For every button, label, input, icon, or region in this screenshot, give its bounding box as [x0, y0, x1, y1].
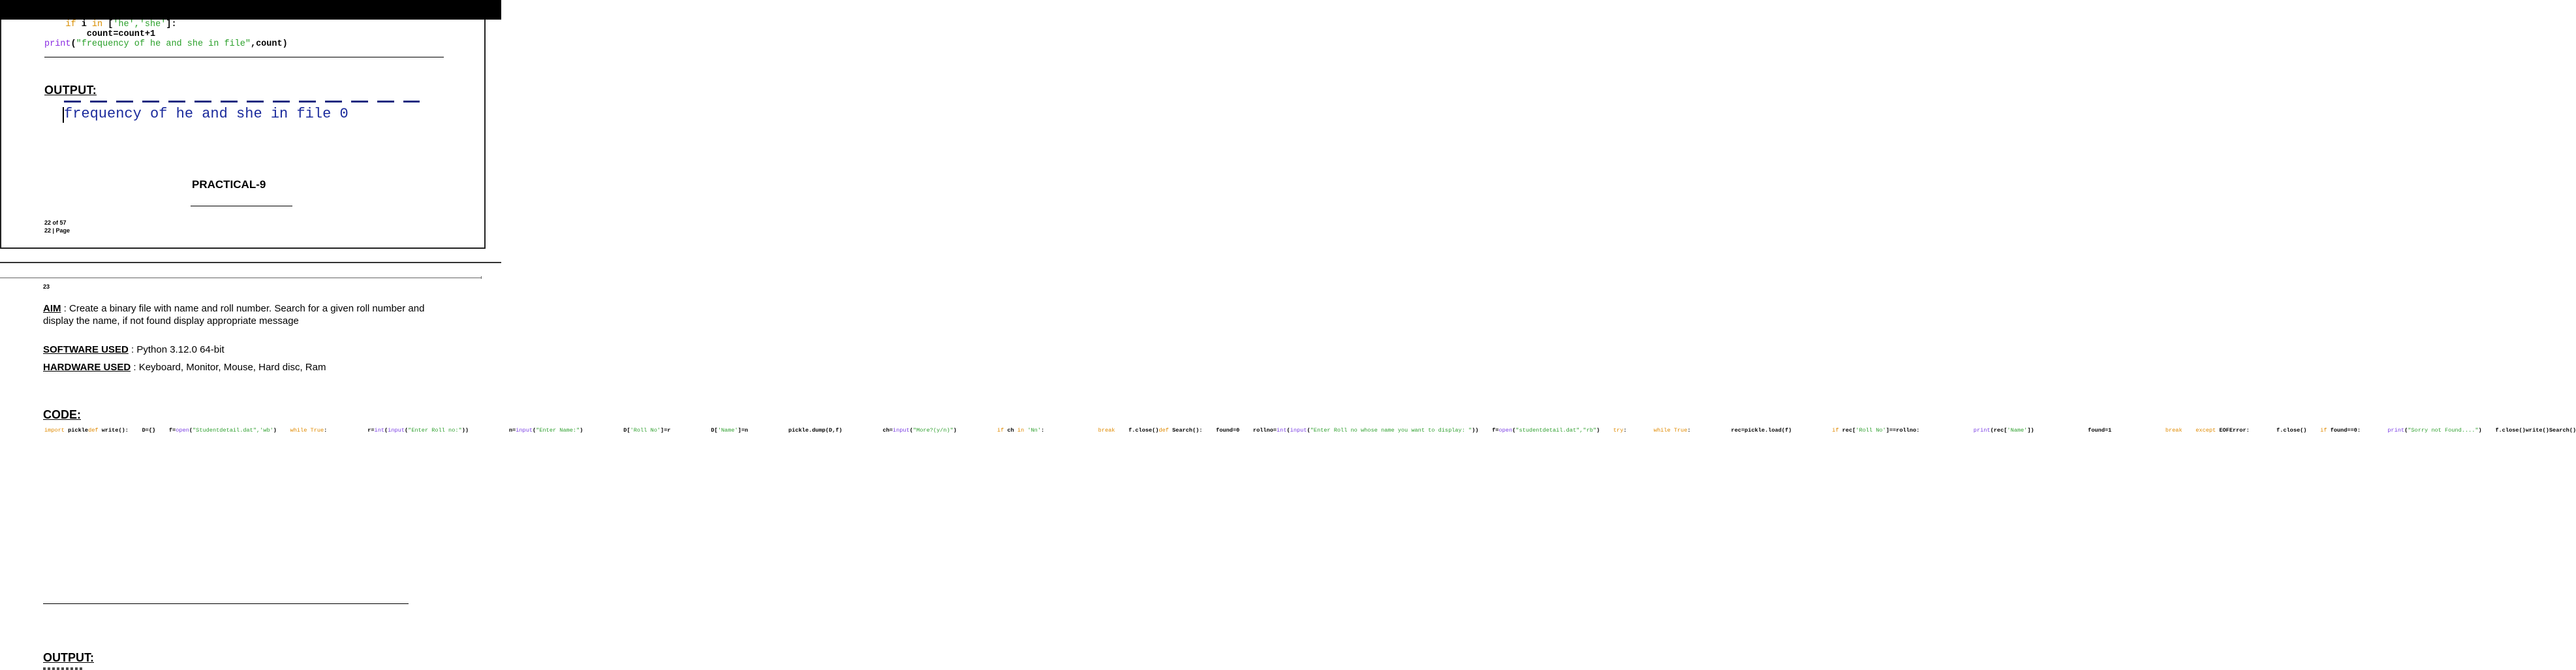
hardware-paragraph [43, 361, 441, 374]
clipped-output-line [64, 101, 420, 103]
code-line: if ch in 'Nn': [997, 427, 1045, 434]
code-line: import pickle [44, 427, 89, 434]
code-line: f.close() [2249, 427, 2307, 434]
output-heading-2: OUTPUT: [43, 651, 94, 664]
viewer-top-bar [0, 0, 501, 20]
code-line: rec=pickle.load(f) [1690, 427, 1792, 434]
code-line: found=1 [2034, 427, 2112, 434]
code-line: r=int(input("Enter Roll no:")) [327, 427, 469, 434]
output-heading: OUTPUT: [44, 84, 97, 97]
code-line: f.close() [2481, 427, 2526, 434]
code-block [44, 428, 2576, 434]
code-line: pickle.dump(D,f) [748, 427, 843, 434]
code-divider [43, 603, 409, 604]
page-of-count: 22 of 57 [44, 219, 67, 226]
code-snippet-tail [44, 20, 288, 49]
hardware-text: : Keyboard, Monitor, Mouse, Hard disc, Ram [131, 362, 326, 373]
clipped-next-line [43, 667, 82, 670]
code-line: if found==0: [2320, 427, 2361, 434]
code-line: break [2165, 427, 2182, 434]
page-label: 22 | Page [44, 227, 70, 234]
code-line: break [1098, 427, 1115, 434]
code-tail-line: count=count+1 [44, 29, 156, 39]
code-line: D={} [128, 427, 156, 434]
code-line: write() [2525, 427, 2549, 434]
code-line: Search() [2549, 427, 2576, 434]
page-gap [0, 249, 501, 262]
code-line: D['Roll No']=r [583, 427, 671, 434]
document-page-22 [0, 20, 486, 249]
hardware-label: HARDWARE USED [43, 362, 131, 373]
code-line: rollno=int(input("Enter Roll no whose name you want to display: ")) [1239, 427, 1479, 434]
code-line: def Search(): [1158, 427, 1203, 434]
code-line: try: [1613, 427, 1627, 434]
code-line: found=0 [1202, 427, 1240, 434]
code-line: f.close() [1115, 427, 1159, 434]
code-line: while True: [1653, 427, 1691, 434]
code-line: print(rec['Name']) [1973, 427, 2034, 434]
document-page-23 [0, 262, 2576, 670]
header-rule-tick [481, 276, 482, 279]
software-paragraph [43, 343, 441, 356]
code-line: n=input("Enter Name:") [469, 427, 583, 434]
aim-text: : Create a binary file with name and roll number. Search for a given roll number and display the name, if not found display appropriate message [43, 303, 425, 327]
code-line: D['Name']=n [670, 427, 749, 434]
code-heading: CODE: [43, 408, 81, 421]
output-text: frequency of he and she in file 0 [64, 106, 349, 122]
software-label: SOFTWARE USED [43, 344, 129, 355]
code-line: f=open("studentdetail.dat","rb") [1478, 427, 1600, 434]
code-tail-line: print("frequency of he and she in file",count) [44, 39, 288, 49]
aim-paragraph [43, 302, 441, 327]
page-number: 23 [43, 283, 50, 290]
code-tail-line: if i in ['he','she']: [65, 20, 177, 29]
practical-title: PRACTICAL-9 [192, 178, 266, 191]
code-line: print("Sorry not Found....") [2387, 427, 2482, 434]
code-line: while True: [290, 427, 328, 434]
code-line: def write(): [88, 427, 129, 434]
code-line: except EOFError: [2196, 427, 2250, 434]
code-line: ch=input("More?(y/n)") [842, 427, 957, 434]
aim-label: AIM [43, 303, 61, 314]
code-line: f=open("Studentdetail.dat",'wb') [155, 427, 277, 434]
code-line: if rec['Roll No']==rollno: [1832, 427, 1920, 434]
software-text: : Python 3.12.0 64-bit [128, 344, 225, 355]
